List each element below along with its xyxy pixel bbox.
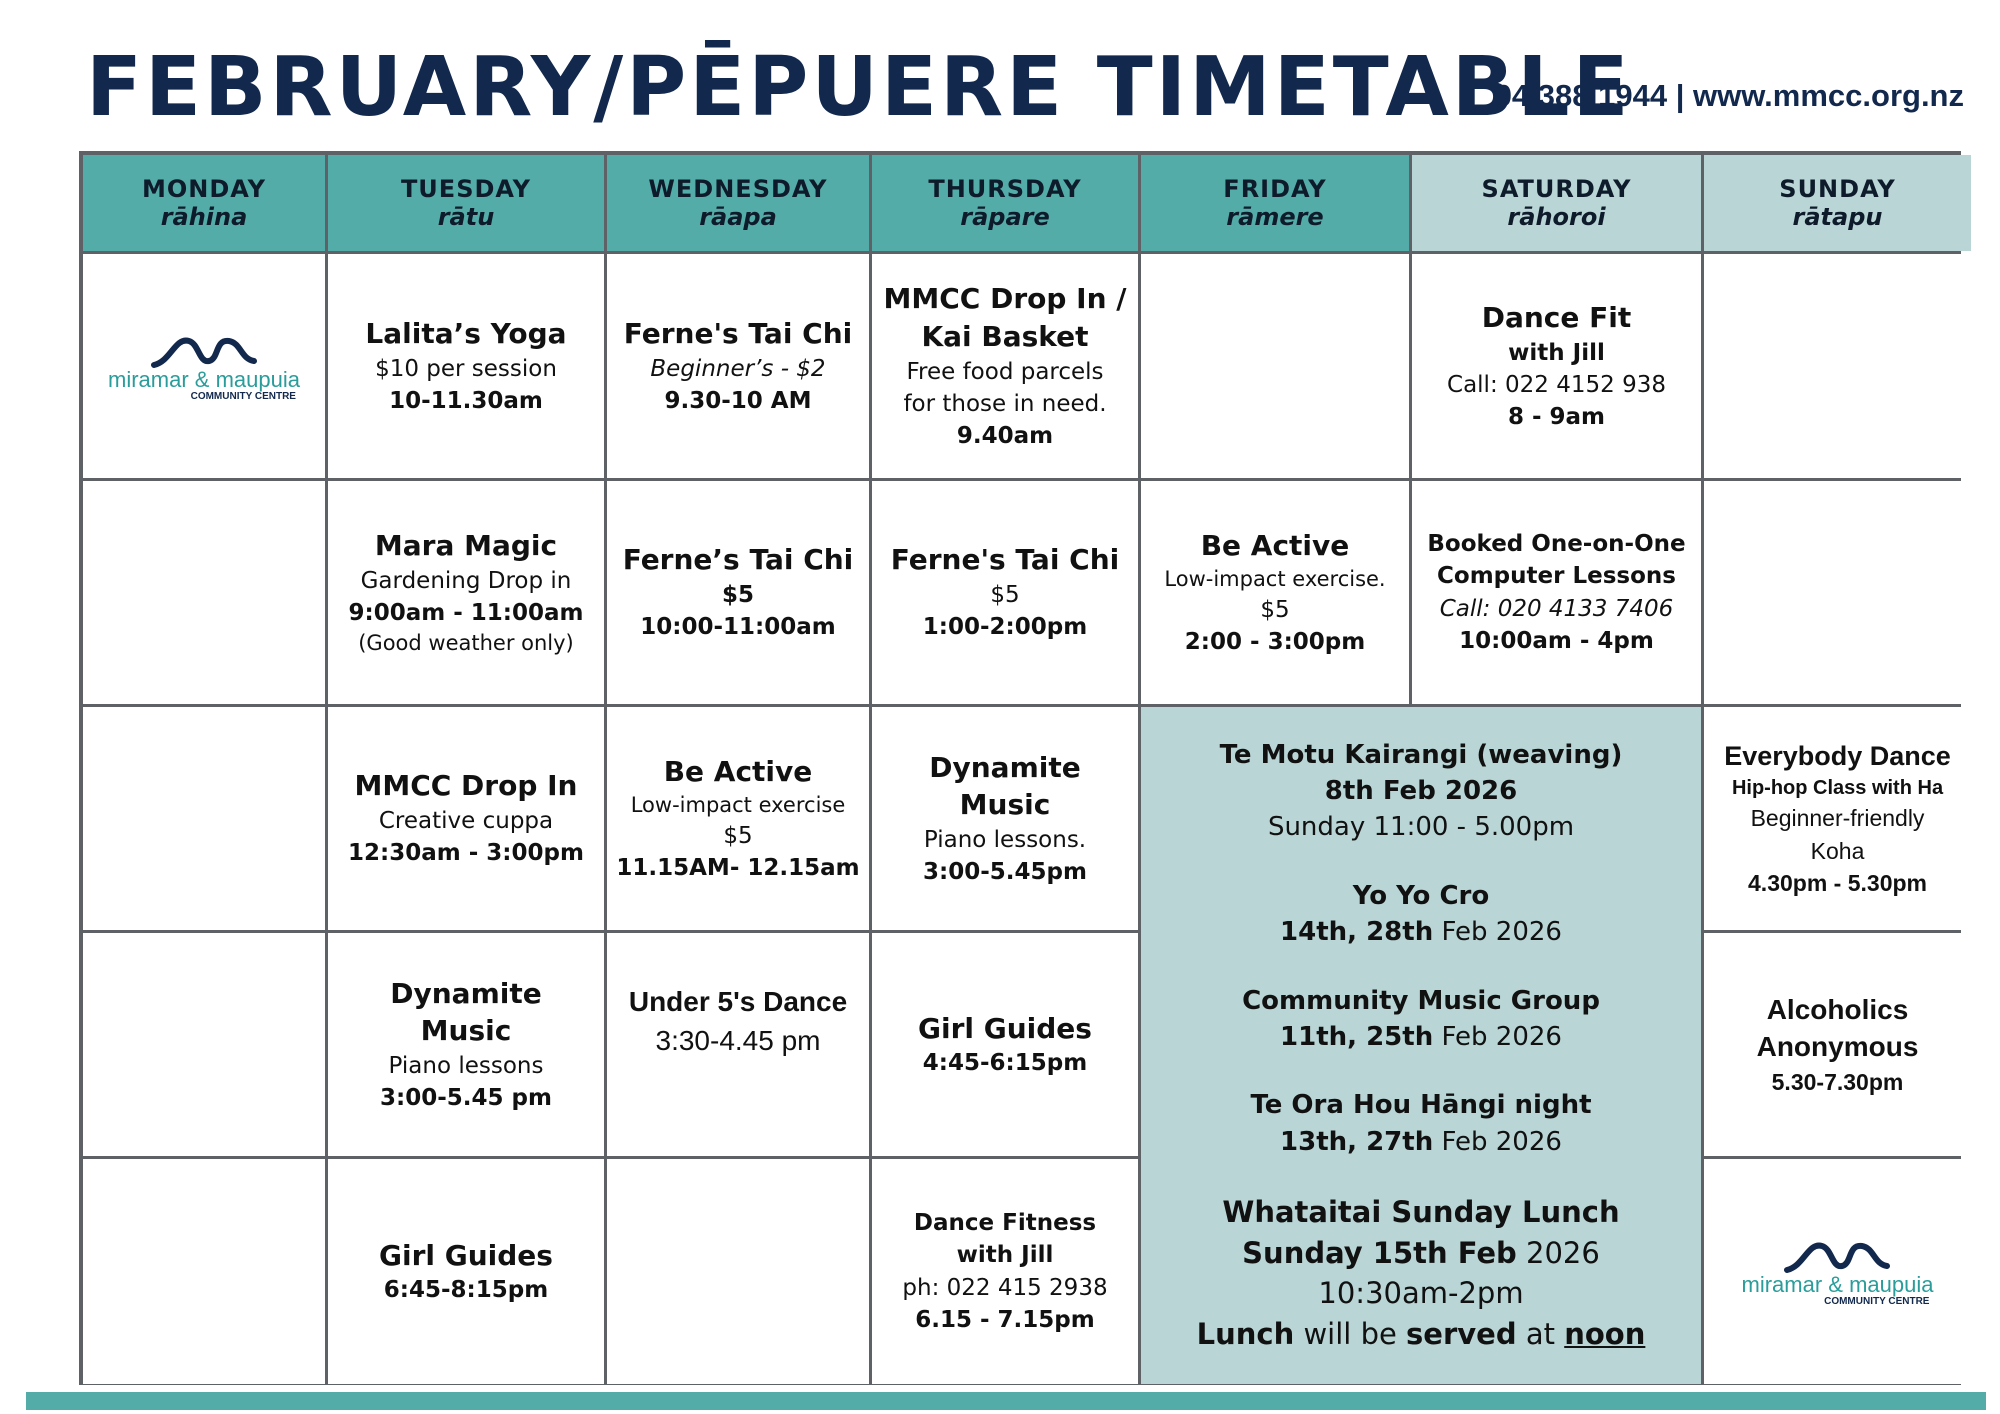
day-name: SATURDAY [1481,175,1632,203]
event-title: Be Active [663,754,813,788]
event-time: 5.30-7.30pm [1771,1069,1904,1096]
event-title-line2: Music [959,788,1051,822]
event-title: MMCC Drop In [354,769,578,803]
cell-monday-5 [83,1159,325,1384]
event-time: 10:00am - 4pm [1459,627,1654,654]
event-title: Girl Guides [379,1238,553,1272]
lunch-word-noon: noon [1564,1316,1646,1351]
event-title-line1: Booked One-on-One [1427,531,1686,558]
event-date: 8th Feb 2026 [1324,775,1518,806]
header-saturday [1412,155,1701,251]
cell-monday-4 [83,933,325,1156]
cell-monday-1 [83,254,325,478]
day-name-maori: rātu [437,203,495,231]
event-subtitle: Hip-hop Class with Ha [1731,777,1944,800]
event-price: $5 [721,582,754,609]
lunch-word: at [1525,1316,1555,1351]
event-time: 4:45-6:15pm [922,1050,1088,1077]
day-name: TUESDAY [400,175,532,203]
cell-monday-2 [83,481,325,704]
lunch-word: Lunch [1196,1316,1295,1351]
event-time: 6.15 - 7.15pm [915,1306,1095,1333]
event-time: 1:00-2:00pm [922,614,1088,641]
header-sunday [1704,155,1971,251]
event-title: Ferne's Tai Chi [623,316,853,350]
event-phone: ph: 022 415 2938 [902,1274,1108,1301]
footer-bar [26,1392,1986,1410]
day-name-maori: rāpare [960,203,1050,231]
event-title-line2: Music [420,1014,512,1048]
day-name-maori: rāhina [160,203,248,231]
event-friday-beactive [1141,481,1409,704]
event-sunday-dance [1704,707,1971,930]
event-title: Yo Yo Cro [1352,880,1490,911]
event-desc: Piano lessons. [923,827,1087,854]
event-saturday-dancefit [1412,254,1701,478]
page-title: FEBRUARY/PĒPUERE TIMETABLE [86,40,1632,135]
event-saturday-computer [1412,481,1701,704]
event-price: $10 per session [375,355,557,382]
event-price: $5 [990,582,1020,609]
event-title-line1: Dynamite [929,750,1081,784]
event-thursday-taichi [872,481,1138,704]
wave-logo-icon [149,331,259,371]
event-time: 6:45-8:15pm [383,1277,549,1304]
event-time: 4.30pm - 5.30pm [1748,869,1927,896]
header-monday [83,155,325,251]
event-year: 2026 [1526,1235,1600,1270]
event-price: Koha [1810,837,1865,864]
event-time: 3:00-5.45 pm [380,1085,552,1112]
event-desc-line2: for those in need. [903,390,1107,417]
event-time: 12:30am - 3:00pm [348,840,584,867]
event-title-line1: Dance Fitness [913,1210,1097,1237]
event-time: Sunday 11:00 - 5.00pm [1267,812,1575,843]
cell-friday-1 [1141,254,1409,478]
header-wednesday [607,155,869,251]
cell-wednesday-5 [607,1159,869,1384]
event-time: 3:30-4.45 pm [655,1024,821,1056]
event-tuesday-dropin [328,707,604,930]
logo-brand-text: miramar & maupuia [108,366,300,392]
event-price: $5 [723,822,753,849]
event-thursday-guides [872,933,1138,1156]
mmcc-logo [1742,1236,1934,1307]
event-tuesday-maramagic [328,481,604,704]
event-title: Community Music Group [1242,985,1600,1016]
event-wednesday-under5 [607,933,869,1156]
day-name: MONDAY [142,175,266,203]
event-time: 10:30am-2pm [1318,1276,1524,1311]
event-time: 2:00 - 3:00pm [1184,629,1366,656]
event-time: 9.30-10 AM [664,387,812,414]
event-title: Whataitai Sunday Lunch [1222,1195,1620,1230]
event-desc-line1: Free food parcels [906,358,1104,385]
cell-sunday-2 [1704,481,1971,704]
event-time: 9:00am - 11:00am [348,599,584,626]
day-name: FRIDAY [1223,175,1327,203]
event-time: 10-11.30am [389,387,543,414]
event-phone: Call: 020 4133 7406 [1439,595,1674,622]
logo-brand-text: miramar & maupuia [1741,1272,1934,1297]
event-desc: Low-impact exercise [630,792,846,817]
event-dates: 13th, 27th [1280,1126,1434,1157]
yoyocro-event [1280,878,1562,951]
event-title: Everybody Dance [1724,741,1951,771]
mmcc-logo [108,331,300,402]
event-note: Beginner’s - $2 [650,355,826,382]
header-thursday [872,155,1138,251]
weaving-event [1220,737,1623,846]
day-name-maori: rāhoroi [1507,203,1606,231]
event-title: Girl Guides [918,1011,1092,1045]
event-desc: Piano lessons [388,1053,544,1080]
event-title: Under 5's Dance [628,986,848,1017]
event-time: 10:00-11:00am [640,614,836,641]
logo-sub-text: COMMUNITY CENTRE [1824,1296,1930,1307]
event-desc: Gardening Drop in [360,567,572,594]
event-tuesday-guides [328,1159,604,1384]
event-title: Mara Magic [374,528,558,562]
event-sunday-aa [1704,933,1971,1156]
event-title: Te Motu Kairangi (weaving) [1219,739,1623,770]
event-wednesday-beactive [607,707,869,930]
event-title-line1: Alcoholics [1766,993,1909,1025]
event-month: Feb 2026 [1441,917,1562,948]
day-name: THURSDAY [928,175,1082,203]
day-name: SUNDAY [1779,175,1896,203]
sunday-lunch-event [1197,1192,1646,1354]
event-dates: 11th, 25th [1280,1021,1434,1052]
event-note: (Good weather only) [358,630,574,655]
event-price: $5 [1260,596,1290,623]
event-desc: Low-impact exercise. [1164,566,1386,591]
event-title-line2: with Jill [956,1242,1054,1269]
music-group-event [1242,983,1600,1056]
event-phone: Call: 022 4152 938 [1447,371,1666,398]
header-friday [1141,155,1409,251]
lunch-word: will be [1303,1316,1397,1351]
contact-info: 04 388 1944 | www.mmcc.org.nz [1494,78,1964,113]
event-title: Be Active [1200,528,1350,562]
event-title-line2: Kai Basket [921,319,1089,353]
event-title: Te Ora Hou Hāngi night [1250,1090,1592,1121]
event-dates: 14th, 28th [1280,917,1434,948]
event-title-line1: Dynamite [390,976,542,1010]
cell-sunday-1 [1704,254,1971,478]
event-title-line2: Computer Lessons [1437,563,1676,590]
event-title: Ferne's Tai Chi [890,543,1120,577]
event-title: Ferne’s Tai Chi [622,543,854,577]
event-title-line1: MMCC Drop In / [883,281,1127,315]
event-subtitle: with Jill [1508,339,1605,366]
logo-sub-text: COMMUNITY CENTRE [190,390,296,402]
timetable-grid [79,151,1961,1385]
event-title-line2: Anonymous [1756,1031,1919,1063]
event-month: Feb 2026 [1441,1126,1562,1157]
weekend-events-block [1141,707,1701,1384]
lunch-word: served [1406,1316,1517,1351]
event-title: Dance Fit [1481,300,1632,334]
event-time: 9.40am [956,422,1054,449]
event-thursday-dynamite [872,707,1138,930]
event-wednesday-taichi [607,254,869,478]
event-thursday-dropin [872,254,1138,478]
event-tuesday-yoga [328,254,604,478]
event-thursday-dancefitness [872,1159,1138,1384]
event-time: 11.15AM- 12.15am [616,855,860,882]
hangi-event [1250,1087,1591,1160]
day-name: WEDNESDAY [648,175,828,203]
event-tuesday-dynamite [328,933,604,1156]
cell-monday-3 [83,707,325,930]
header-tuesday [328,155,604,251]
day-name-maori: rātapu [1792,203,1883,231]
event-month: Feb 2026 [1441,1021,1562,1052]
wave-logo-icon [1782,1236,1892,1276]
day-name-maori: rāmere [1226,203,1324,231]
event-time: 3:00-5.45pm [923,859,1087,886]
day-name-maori: rāapa [699,203,777,231]
event-desc: Beginner-friendly [1750,805,1925,832]
event-date: Sunday 15th Feb [1242,1235,1517,1270]
event-wednesday-taichi-2 [607,481,869,704]
event-title: Lalita’s Yoga [365,316,567,350]
cell-sunday-5 [1704,1159,1971,1384]
event-time: 8 - 9am [1507,403,1606,430]
event-desc: Creative cuppa [378,808,554,835]
